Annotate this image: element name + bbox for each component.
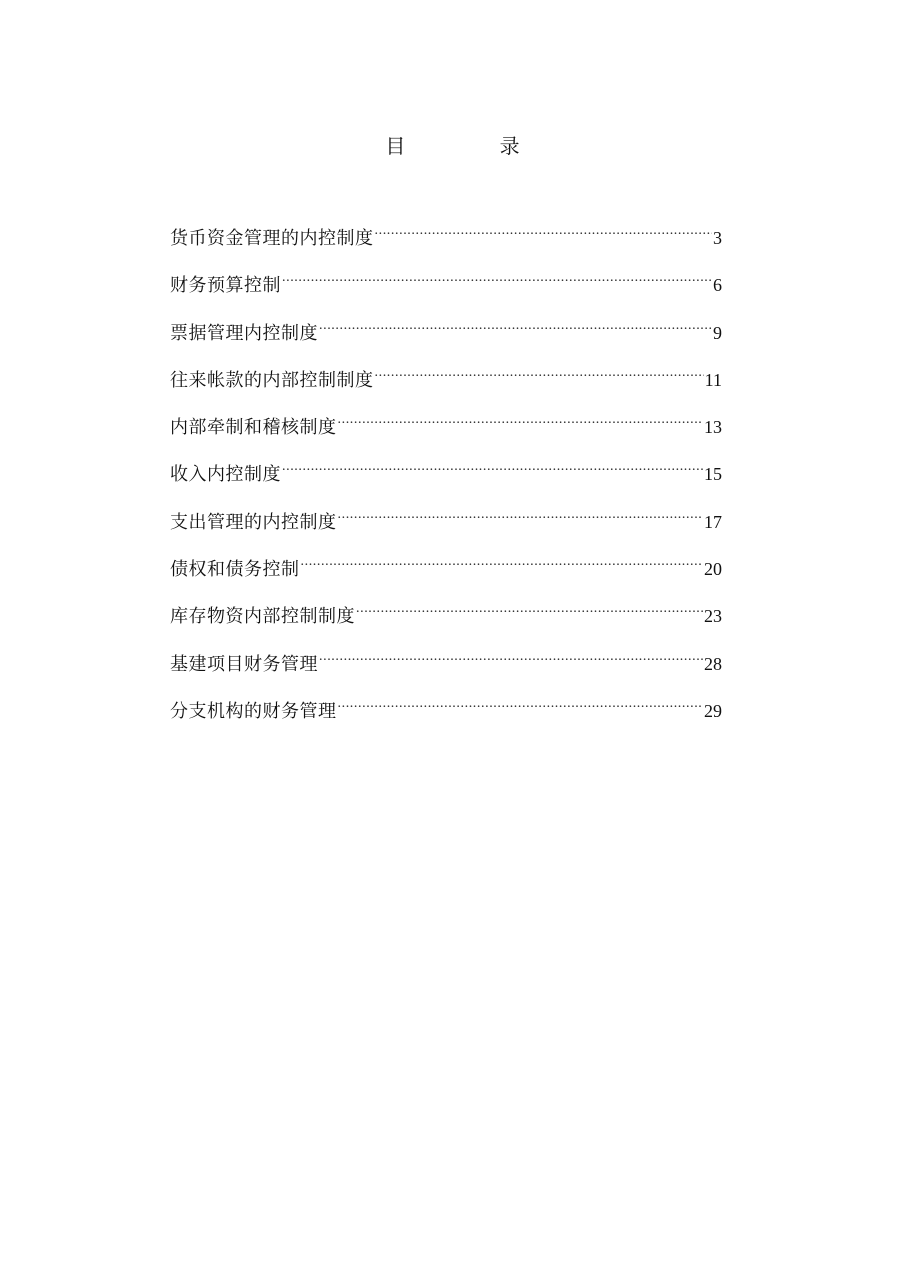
toc-entry[interactable] bbox=[170, 496, 722, 543]
toc-page-number: 9 bbox=[713, 322, 722, 343]
toc-dot-leader bbox=[319, 307, 712, 339]
toc-entry-text: 往来帐款的内部控制制度 bbox=[170, 369, 374, 391]
toc-entry-text: 货币资金管理的内控制度 bbox=[170, 228, 374, 249]
toc-entry-text: 分支机构的财务管理 bbox=[170, 700, 337, 722]
toc-dot-leader bbox=[338, 685, 704, 717]
toc-page-number: 28 bbox=[704, 653, 722, 674]
toc-page-number: 15 bbox=[704, 464, 722, 485]
toc-dot-leader bbox=[356, 590, 703, 622]
toc-entry[interactable] bbox=[170, 590, 722, 637]
toc-entry[interactable] bbox=[170, 401, 722, 448]
toc-entry[interactable] bbox=[170, 259, 722, 306]
toc-page-number: 6 bbox=[713, 275, 722, 296]
toc-page-number: 3 bbox=[713, 228, 722, 248]
toc-entry[interactable] bbox=[170, 543, 722, 590]
toc-dot-leader bbox=[282, 448, 703, 480]
toc-dot-leader bbox=[319, 638, 703, 670]
toc-dot-leader bbox=[338, 401, 704, 433]
toc-entry-text: 基建项目财务管理 bbox=[170, 653, 318, 675]
toc-page-number: 29 bbox=[704, 700, 722, 721]
toc-entry-text: 债权和债务控制 bbox=[170, 559, 300, 581]
toc-dot-leader bbox=[375, 212, 713, 244]
toc-page-number: 11 bbox=[704, 369, 722, 390]
toc-page-number: 13 bbox=[704, 417, 722, 438]
toc-entry-text: 库存物资内部控制制度 bbox=[170, 606, 355, 628]
toc-entry-text: 票据管理内控制度 bbox=[170, 322, 318, 344]
toc-title: 目 录 bbox=[385, 134, 564, 159]
toc-entry[interactable] bbox=[170, 685, 722, 732]
toc-dot-leader bbox=[375, 354, 704, 386]
toc-entry[interactable] bbox=[170, 448, 722, 495]
toc-dot-leader bbox=[338, 496, 704, 528]
toc-entry[interactable] bbox=[170, 638, 722, 685]
toc-entry-text: 收入内控制度 bbox=[170, 464, 281, 486]
toc-entry-text: 财务预算控制 bbox=[170, 275, 281, 297]
toc-page-number: 23 bbox=[704, 606, 722, 627]
toc-entry[interactable] bbox=[170, 307, 722, 354]
toc-entry[interactable] bbox=[170, 212, 722, 259]
toc-dot-leader bbox=[301, 543, 704, 575]
toc-page-number: 17 bbox=[704, 511, 722, 532]
toc-list bbox=[170, 212, 722, 732]
toc-dot-leader bbox=[282, 259, 712, 291]
toc-entry[interactable] bbox=[170, 354, 722, 401]
toc-page-number: 20 bbox=[704, 559, 722, 580]
toc-entry-text: 支出管理的内控制度 bbox=[170, 511, 337, 533]
toc-entry-text: 内部牵制和稽核制度 bbox=[170, 417, 337, 439]
